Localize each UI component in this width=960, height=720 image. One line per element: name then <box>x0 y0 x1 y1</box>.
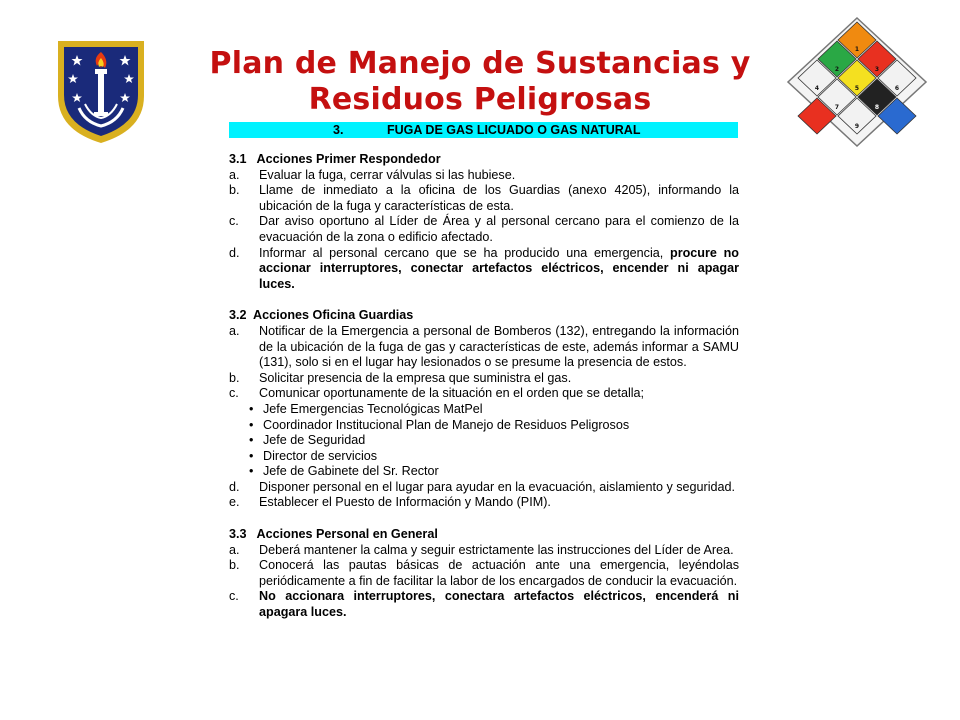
svg-text:3: 3 <box>874 66 880 73</box>
list-item: a. Notificar de la Emergencia a personal de Bomberos (132), entregando la información de la ubicación de la fuga de gas y características de este, además informar a SAMU (131), solo si en el lugar hay lesionados o se presume la presencia de estos. <box>229 323 739 370</box>
list-item: c. Dar aviso oportuno al Líder de Área y al personal cercano para el comienzo de la evacuación de la zona o edificio afectado. <box>229 214 739 244</box>
svg-text:2: 2 <box>834 66 840 73</box>
list-item: b. Conocerá las pautas básicas de actuación ante una emergencia, leyéndolas periódicamente a fin de facilitar la labor de los encargados de conducir la evacuación. <box>229 558 739 588</box>
svg-text:1: 1 <box>854 46 860 53</box>
list-item: d. Informar al personal cercano que se ha producido una emergencia, procure no accionar interruptores, conectar artefactos eléctricos, encender ni apagar luces. <box>229 245 739 291</box>
bullet-icon: • <box>249 448 254 463</box>
list-item: c. No accionara interruptores, conectara artefactos eléctricos, encenderá ni apagara luces. <box>229 589 739 620</box>
section-banner <box>229 122 738 138</box>
list-item: c. Comunicar oportunamente de la situación en el orden que se detalla; <box>229 386 645 401</box>
banner-number: 3. <box>333 123 344 137</box>
bullet-icon: • <box>249 433 254 448</box>
hazmat-placards-icon <box>786 16 928 148</box>
bullet-item: • Jefe de Seguridad <box>249 433 366 448</box>
list-item: a. Evaluar la fuga, cerrar válvulas si las hubiese. <box>229 167 516 182</box>
bullet-item: • Director de servicios <box>249 448 378 463</box>
title-line-1: Plan de Manejo de Sustancias y <box>209 46 751 81</box>
section-3-2-title: 3.2 Acciones Oficina Guardias <box>229 308 414 323</box>
svg-text:9: 9 <box>854 123 860 130</box>
list-item: b. Llame de inmediato a la oficina de los Guardias (anexo 4205), informando la ubicación de la fuga y características de esta. <box>229 183 739 213</box>
list-item: e. Establecer el Puesto de Información y Mando (PIM). <box>229 495 551 510</box>
svg-text:5: 5 <box>854 85 860 92</box>
bullet-item: • Coordinador Institucional Plan de Manejo de Residuos Peligrosos <box>249 417 630 432</box>
list-item: d. Disponer personal en el lugar para ayudar en la evacuación, aislamiento y seguridad. <box>229 479 736 494</box>
bullet-item: • Jefe Emergencias Tecnológicas MatPel <box>249 401 483 416</box>
bullet-icon: • <box>249 417 254 432</box>
university-shield-logo <box>55 38 147 146</box>
section-3-3-title: 3.3 Acciones Personal en General <box>229 527 438 542</box>
section-3-1-title: 3.1 Acciones Primer Respondedor <box>229 152 441 166</box>
list-item: b. Solicitar presencia de la empresa que suministra el gas. <box>229 370 572 385</box>
bullet-icon: • <box>249 401 254 416</box>
list-item: a. Deberá mantener la calma y seguir estrictamente las instrucciones del Líder de Area. <box>229 542 734 557</box>
svg-text:8: 8 <box>874 104 880 111</box>
bullet-item: • Jefe de Gabinete del Sr. Rector <box>249 464 439 479</box>
document-body <box>229 152 739 621</box>
banner-text: FUGA DE GAS LICUADO O GAS NATURAL <box>387 123 641 137</box>
svg-text:7: 7 <box>834 104 840 111</box>
svg-text:6: 6 <box>894 85 900 92</box>
page-title <box>160 46 800 118</box>
bullet-icon: • <box>249 464 254 479</box>
title-line-2: Residuos Peligrosas <box>308 82 652 117</box>
svg-text:4: 4 <box>814 85 820 92</box>
